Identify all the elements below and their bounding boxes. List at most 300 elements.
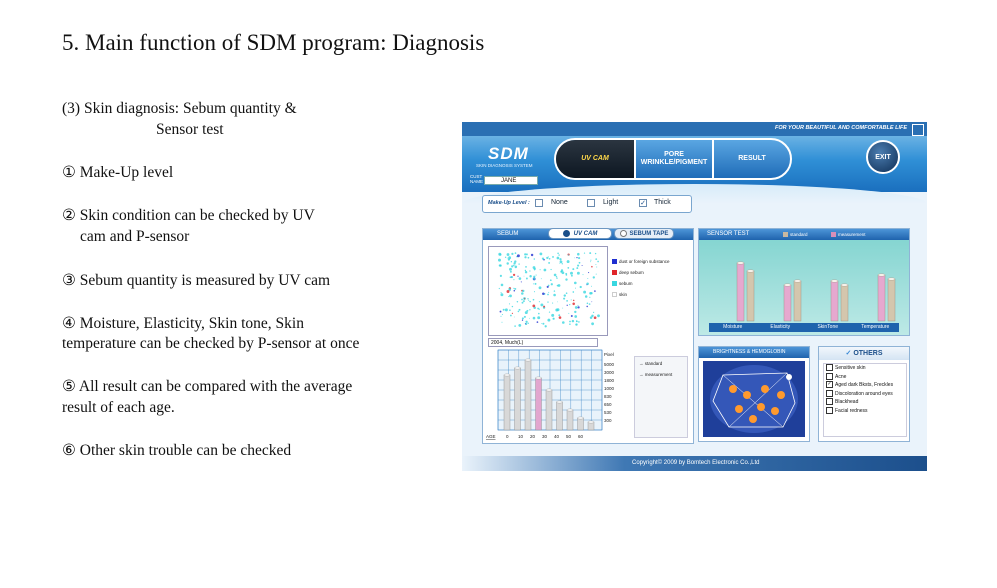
speckle-dot	[515, 266, 518, 269]
age-chart-ylabel: Pixel	[604, 352, 614, 357]
speckle-dot	[583, 291, 586, 294]
speckle-dot	[548, 262, 550, 264]
others-item[interactable]	[824, 373, 906, 382]
sensor-standard-bar	[888, 279, 895, 321]
sensor-category-skintone: SkinTone	[817, 324, 839, 330]
sensor-standard-bar	[841, 285, 848, 321]
sensor-bar-chart	[699, 241, 909, 323]
app-logo-subtitle: SKIN DIAGNOSIS SYSTEM	[476, 163, 533, 168]
legend-deep-sebum-label: deep sebum	[619, 270, 644, 275]
speckle-dot	[557, 308, 560, 311]
age-chart-bar	[515, 368, 521, 430]
speckle-dot	[574, 311, 576, 313]
age-chart-xtick-label: 60	[578, 434, 584, 439]
speckle-dot	[593, 312, 594, 313]
age-legend-measurement-label: measurement	[644, 372, 673, 377]
speckle-dot	[577, 272, 580, 275]
speckle-dot	[582, 265, 583, 266]
speckle-dot	[590, 261, 591, 262]
speckle-dot	[591, 301, 592, 302]
exit-button[interactable]: EXIT	[866, 140, 900, 174]
sensor-standard-bar	[747, 271, 754, 321]
speckle-dot	[575, 323, 577, 325]
legend-skin-swatch	[612, 292, 617, 297]
speckle-dot	[500, 275, 502, 277]
speckle-dot	[519, 277, 522, 280]
speckle-dot	[547, 301, 548, 302]
age-chart-bar	[578, 418, 584, 430]
speckle-dot	[550, 279, 552, 281]
sensor-category-elasticity: Elasticity	[770, 324, 791, 330]
speckle-dot	[570, 272, 573, 275]
minimize-button[interactable]	[912, 124, 924, 136]
age-legend-standard-label: standard	[644, 361, 663, 366]
speckle-dot	[587, 278, 588, 279]
speckle-dot	[522, 320, 523, 321]
speckle-dot	[591, 322, 594, 325]
age-chart-bar	[557, 402, 563, 430]
speckle-dot	[537, 321, 539, 323]
speckle-dot	[514, 260, 516, 262]
speckle-dot	[525, 321, 527, 323]
speckle-dot	[548, 292, 549, 293]
speckle-dot	[566, 274, 568, 276]
others-item-checkbox[interactable]	[826, 390, 833, 397]
makeup-light-checkbox[interactable]	[587, 199, 595, 207]
speckle-dot	[566, 300, 568, 302]
age-chart-xtick-label: 20	[530, 434, 536, 439]
speckle-dot	[537, 316, 540, 319]
age-chart-xtick-label: 0	[506, 434, 509, 439]
speckle-dot	[511, 261, 512, 262]
age-chart-ytick-label: 830	[604, 394, 612, 399]
speckle-dot	[591, 315, 593, 317]
speckle-dot	[501, 284, 504, 287]
sensor-bar-cap	[794, 280, 801, 283]
legend-arrow-icon: →	[639, 372, 644, 377]
speckle-dot	[576, 320, 578, 322]
speckle-dot	[534, 269, 535, 270]
age-chart-xtick-label: 10	[518, 434, 524, 439]
speckle-dot	[562, 263, 563, 264]
age-chart-ytick-label: 1800	[604, 378, 615, 383]
speckle-dot	[557, 302, 558, 303]
bullet-item: result of each age.	[62, 399, 175, 416]
speckle-dot	[534, 258, 536, 260]
sensor-bar-cap	[841, 284, 848, 287]
speckle-dot	[513, 288, 514, 289]
speckle-dot	[572, 303, 575, 306]
speckle-dot	[596, 274, 597, 275]
speckle-dot	[578, 257, 580, 259]
speckle-dot	[589, 252, 591, 254]
speckle-dot	[576, 267, 578, 269]
speckle-dot	[509, 268, 512, 271]
speckle-dot	[509, 309, 511, 311]
speckle-dot	[551, 314, 554, 317]
app-footer	[462, 456, 927, 471]
sensor-title: SENSOR TEST	[707, 231, 750, 237]
speckle-dot	[514, 288, 516, 290]
speckle-dot	[508, 256, 511, 259]
speckle-dot	[589, 297, 590, 298]
speckle-dot	[510, 277, 511, 278]
speckle-dot	[578, 306, 580, 308]
others-item[interactable]	[824, 364, 906, 373]
speckle-dot	[500, 293, 503, 296]
tab-pore-wrinkle-pigment[interactable]: PORE WRINKLE/PIGMENT	[640, 151, 708, 166]
speckle-dot	[553, 318, 555, 320]
speckle-dot	[527, 323, 529, 325]
legend-dust-swatch	[612, 259, 617, 264]
speckle-dot	[588, 272, 589, 273]
others-item-checkbox[interactable]	[826, 373, 833, 380]
speckle-dot	[514, 290, 516, 292]
speckle-dot	[521, 281, 522, 282]
speckle-dot	[533, 278, 535, 280]
speckle-dot	[562, 321, 565, 324]
speckle-dot	[529, 301, 530, 302]
speckle-dot	[532, 305, 535, 308]
sensor-bar-cap	[784, 284, 791, 287]
speckle-dot	[545, 325, 547, 327]
age-chart-bar	[525, 360, 531, 430]
speckle-dot	[580, 286, 582, 288]
age-chart-bar-cap	[515, 367, 521, 369]
speckle-dot	[544, 269, 547, 272]
legend-sebum-swatch	[612, 281, 617, 286]
speckle-dot	[557, 257, 560, 260]
speckle-dot	[500, 311, 502, 313]
speckle-dot	[501, 322, 502, 323]
legend-dust	[612, 259, 670, 264]
speckle-dot	[511, 253, 513, 255]
legend-arrow-icon: →	[639, 361, 644, 366]
age-chart-bar-cap	[567, 409, 573, 411]
speckle-dot	[521, 299, 523, 301]
speckle-dot	[540, 253, 543, 256]
sensor-category-temperature: Temperature	[861, 324, 890, 330]
speckle-dot	[518, 311, 520, 313]
speckle-dot	[590, 260, 591, 261]
others-item-checkbox[interactable]	[826, 407, 833, 414]
others-item[interactable]	[824, 398, 906, 407]
speckle-dot	[514, 325, 516, 327]
age-chart-bar-cap	[536, 377, 542, 379]
speckle-dot	[498, 259, 501, 262]
speckle-dot	[567, 305, 568, 306]
sensor-standard-bar	[794, 281, 801, 321]
bullet-item: ⑥ Other skin trouble can be checked	[62, 442, 292, 459]
speckle-dot	[595, 258, 597, 260]
speckle-dot	[533, 283, 534, 284]
speckle-dot	[524, 253, 526, 255]
copyright-text: Copyright© 2009 by Bomtech Electronic Co.,Ltd	[632, 460, 760, 466]
speckle-dot	[501, 292, 502, 293]
makeup-level-label: Make-Up Level :	[488, 200, 530, 206]
speckle-dot	[567, 260, 570, 263]
speckle-dot	[582, 274, 583, 275]
sebum-legend	[612, 259, 684, 303]
sdm-app-screenshot	[462, 122, 927, 471]
uv-cam-image	[488, 246, 608, 336]
speckle-dot	[591, 266, 593, 268]
slide-title: 5. Main function of SDM program: Diagnosis	[62, 30, 485, 55]
sebum-tab-sebum-tape-label: SEBUM TAPE	[629, 231, 669, 237]
makeup-level-bar	[482, 195, 692, 213]
speckle-dot	[513, 279, 514, 280]
others-list	[823, 363, 907, 437]
speckle-dot	[521, 292, 524, 295]
speckle-dot	[518, 263, 519, 264]
sensor-legend-measurement-swatch	[831, 232, 836, 237]
speckle-dot	[562, 308, 563, 309]
speckle-dot	[542, 292, 545, 295]
speckle-dot	[502, 314, 503, 315]
speckle-dot	[591, 286, 592, 287]
speckle-dot	[542, 257, 544, 259]
sensor-bar-cap	[737, 262, 744, 265]
speckle-dot	[543, 306, 545, 308]
speckle-dot	[509, 288, 511, 290]
speckle-dot	[540, 303, 543, 306]
speckle-dot	[565, 278, 567, 280]
others-item-label: Aged dark Bksts, Freckles	[835, 382, 894, 388]
others-item-checkbox[interactable]	[826, 398, 833, 405]
speckle-dot	[596, 266, 597, 267]
speckle-dot	[510, 271, 512, 273]
speckle-dot	[508, 296, 509, 297]
speckle-dot	[558, 284, 561, 287]
speckle-dot	[595, 264, 596, 265]
speckle-dot	[524, 276, 525, 277]
sensor-bar-cap	[831, 280, 838, 283]
speckle-dot	[507, 253, 510, 256]
speckle-dot	[559, 316, 562, 319]
radio-icon	[620, 230, 627, 237]
speckle-dot	[503, 309, 505, 311]
speckle-dot	[541, 278, 542, 279]
sebum-age-chart	[484, 348, 634, 440]
customer-name-label: CUST NAME	[470, 174, 484, 184]
speckle-dot	[525, 270, 526, 271]
others-item-checkbox[interactable]	[826, 364, 833, 371]
speckle-dot	[557, 253, 559, 255]
speckle-dot	[587, 303, 589, 305]
sebum-speckle-image	[489, 247, 607, 335]
sensor-panel-header	[699, 229, 909, 240]
speckle-dot	[572, 320, 574, 322]
age-chart-bar	[546, 390, 552, 430]
age-chart-xlabel: AGE	[486, 434, 496, 439]
speckle-dot	[575, 288, 576, 289]
others-item[interactable]	[824, 381, 906, 390]
customer-name-field[interactable]: JANE	[484, 176, 538, 185]
bullet-item: ③ Sebum quantity is measured by UV cam	[62, 272, 331, 289]
speckle-dot	[558, 314, 560, 316]
tab-uv-cam[interactable]: UV CAM	[556, 140, 634, 178]
age-legend-standard	[639, 361, 662, 366]
speckle-dot	[574, 282, 577, 285]
speckle-dot	[589, 303, 591, 305]
speckle-dot	[559, 263, 560, 264]
others-item-label: Facial redness	[835, 407, 868, 414]
makeup-thick-label: Thick	[654, 199, 671, 206]
speckle-dot	[519, 309, 521, 311]
makeup-thick-checkbox[interactable]: ✓	[640, 200, 646, 207]
speckle-dot	[552, 303, 553, 304]
sensor-category-bar	[709, 323, 899, 332]
speckle-dot	[529, 275, 531, 277]
legend-sebum-label: sebum	[619, 281, 633, 286]
sensor-category-moisture: Moisture	[723, 324, 743, 330]
speckle-dot	[533, 299, 535, 301]
speckle-dot	[547, 319, 550, 322]
speckle-dot	[578, 321, 580, 323]
others-item[interactable]	[824, 390, 906, 399]
speckle-dot	[539, 286, 542, 289]
sensor-legend-measurement-label: measurement	[838, 232, 866, 237]
speckle-dot	[511, 276, 513, 278]
age-chart-ytick-label: 300	[604, 418, 612, 423]
speckle-dot	[536, 275, 537, 276]
speckle-dot	[574, 258, 575, 259]
age-chart-bar-cap	[557, 401, 563, 403]
speckle-dot	[586, 306, 588, 308]
speckle-dot	[528, 300, 529, 301]
speckle-dot	[564, 294, 566, 296]
speckle-dot	[509, 303, 510, 304]
speckle-dot	[554, 274, 557, 277]
sebum-tab-sebum-tape[interactable]	[614, 228, 674, 239]
speckle-dot	[535, 283, 537, 285]
speckle-dot	[558, 254, 559, 255]
speckle-dot	[576, 257, 577, 258]
speckle-dot	[512, 306, 513, 307]
speckle-dot	[526, 278, 528, 280]
sensor-measurement-bar	[878, 275, 885, 321]
speckle-dot	[572, 291, 574, 293]
speckle-dot	[540, 269, 541, 270]
speckle-dot	[542, 323, 544, 325]
speckle-dot	[597, 261, 599, 263]
measure-date: 2004, Much(L)	[488, 338, 598, 347]
age-chart-bar	[504, 375, 510, 430]
tab-result[interactable]: RESULT	[738, 155, 766, 162]
speckle-dot	[574, 315, 577, 318]
others-item-label: Discoloration around eyes	[835, 390, 893, 397]
speckle-dot	[566, 292, 568, 294]
speckle-dot	[533, 317, 536, 320]
others-item-label: Acne	[835, 373, 847, 380]
sensor-measurement-bar	[831, 281, 838, 321]
bullet-item: ② Skin condition can be checked by UV	[62, 207, 315, 224]
speckle-dot	[549, 258, 551, 260]
speckle-dot	[529, 270, 530, 271]
speckle-dot	[499, 254, 501, 256]
sensor-bar-cap	[878, 274, 885, 277]
speckle-dot	[522, 290, 524, 292]
age-chart-legend	[634, 356, 688, 438]
speckle-dot	[513, 265, 515, 267]
age-chart-xtick-label: 40	[554, 434, 560, 439]
makeup-light-label: Light	[603, 199, 619, 206]
speckle-dot	[515, 252, 517, 254]
legend-skin	[612, 292, 627, 297]
speckle-dot	[510, 315, 512, 317]
speckle-dot	[525, 311, 528, 314]
age-chart-bar	[567, 410, 573, 430]
age-chart-ytick-label: 3000	[604, 370, 615, 375]
speckle-dot	[524, 316, 526, 318]
speckle-dot	[547, 294, 549, 296]
makeup-none-checkbox[interactable]	[535, 199, 543, 207]
age-chart-ytick-label: 530	[604, 410, 612, 415]
bullet-item: temperature can be checked by P-sensor at once	[62, 335, 360, 352]
speckle-dot	[499, 288, 500, 289]
speckle-dot	[563, 298, 565, 300]
speckle-dot	[577, 265, 579, 267]
speckle-dot	[552, 256, 554, 258]
age-chart-xtick-label: 30	[542, 434, 548, 439]
speckle-dot	[559, 258, 561, 260]
brightness-panel-header: BRIGHTNESS & HEMOGLOBIN	[699, 347, 809, 358]
age-chart-bar-cap	[504, 374, 510, 376]
sebum-title: SEBUM	[497, 231, 519, 237]
age-chart-bar-cap	[578, 417, 584, 419]
sebum-tab-uv-cam[interactable]	[548, 228, 612, 239]
speckle-dot	[529, 309, 530, 310]
speckle-dot	[539, 301, 540, 302]
speckle-dot	[594, 316, 597, 319]
speckle-dot	[506, 262, 508, 264]
speckle-dot	[541, 323, 542, 324]
others-item-checkbox[interactable]: ✓	[827, 381, 832, 388]
speckle-dot	[585, 295, 588, 298]
legend-deep-sebum	[612, 270, 644, 275]
speckle-dot	[575, 306, 578, 309]
others-item-label: Blackhead	[835, 399, 859, 405]
sensor-measurement-bar	[784, 285, 791, 321]
speckle-dot	[572, 268, 574, 270]
speckle-dot	[499, 264, 501, 266]
speckle-dot	[525, 266, 527, 268]
bullet-item: ⑤ All result can be compared with the average	[62, 378, 353, 395]
speckle-dot	[537, 308, 539, 310]
face-map-image	[703, 361, 805, 437]
speckle-dot	[523, 300, 525, 302]
speckle-dot	[547, 286, 549, 288]
sensor-measurement-bar	[737, 263, 744, 321]
bullet-item: cam and P-sensor	[80, 228, 190, 245]
speckle-dot	[573, 300, 575, 302]
others-item[interactable]	[824, 407, 906, 416]
sensor-test-panel	[698, 228, 910, 336]
speckle-dot	[560, 261, 563, 264]
speckle-dot	[590, 292, 592, 294]
speckle-dot	[577, 253, 580, 256]
sensor-legend-standard	[783, 229, 808, 240]
speckle-dot	[525, 271, 527, 273]
age-legend-measurement	[639, 372, 672, 377]
sensor-bar-cap	[888, 278, 895, 281]
speckle-dot	[531, 254, 533, 256]
speckle-dot	[579, 262, 581, 264]
speckle-dot	[505, 308, 508, 311]
check-icon: ✓	[845, 350, 852, 357]
speckle-dot	[577, 305, 578, 306]
speckle-dot	[569, 321, 571, 323]
